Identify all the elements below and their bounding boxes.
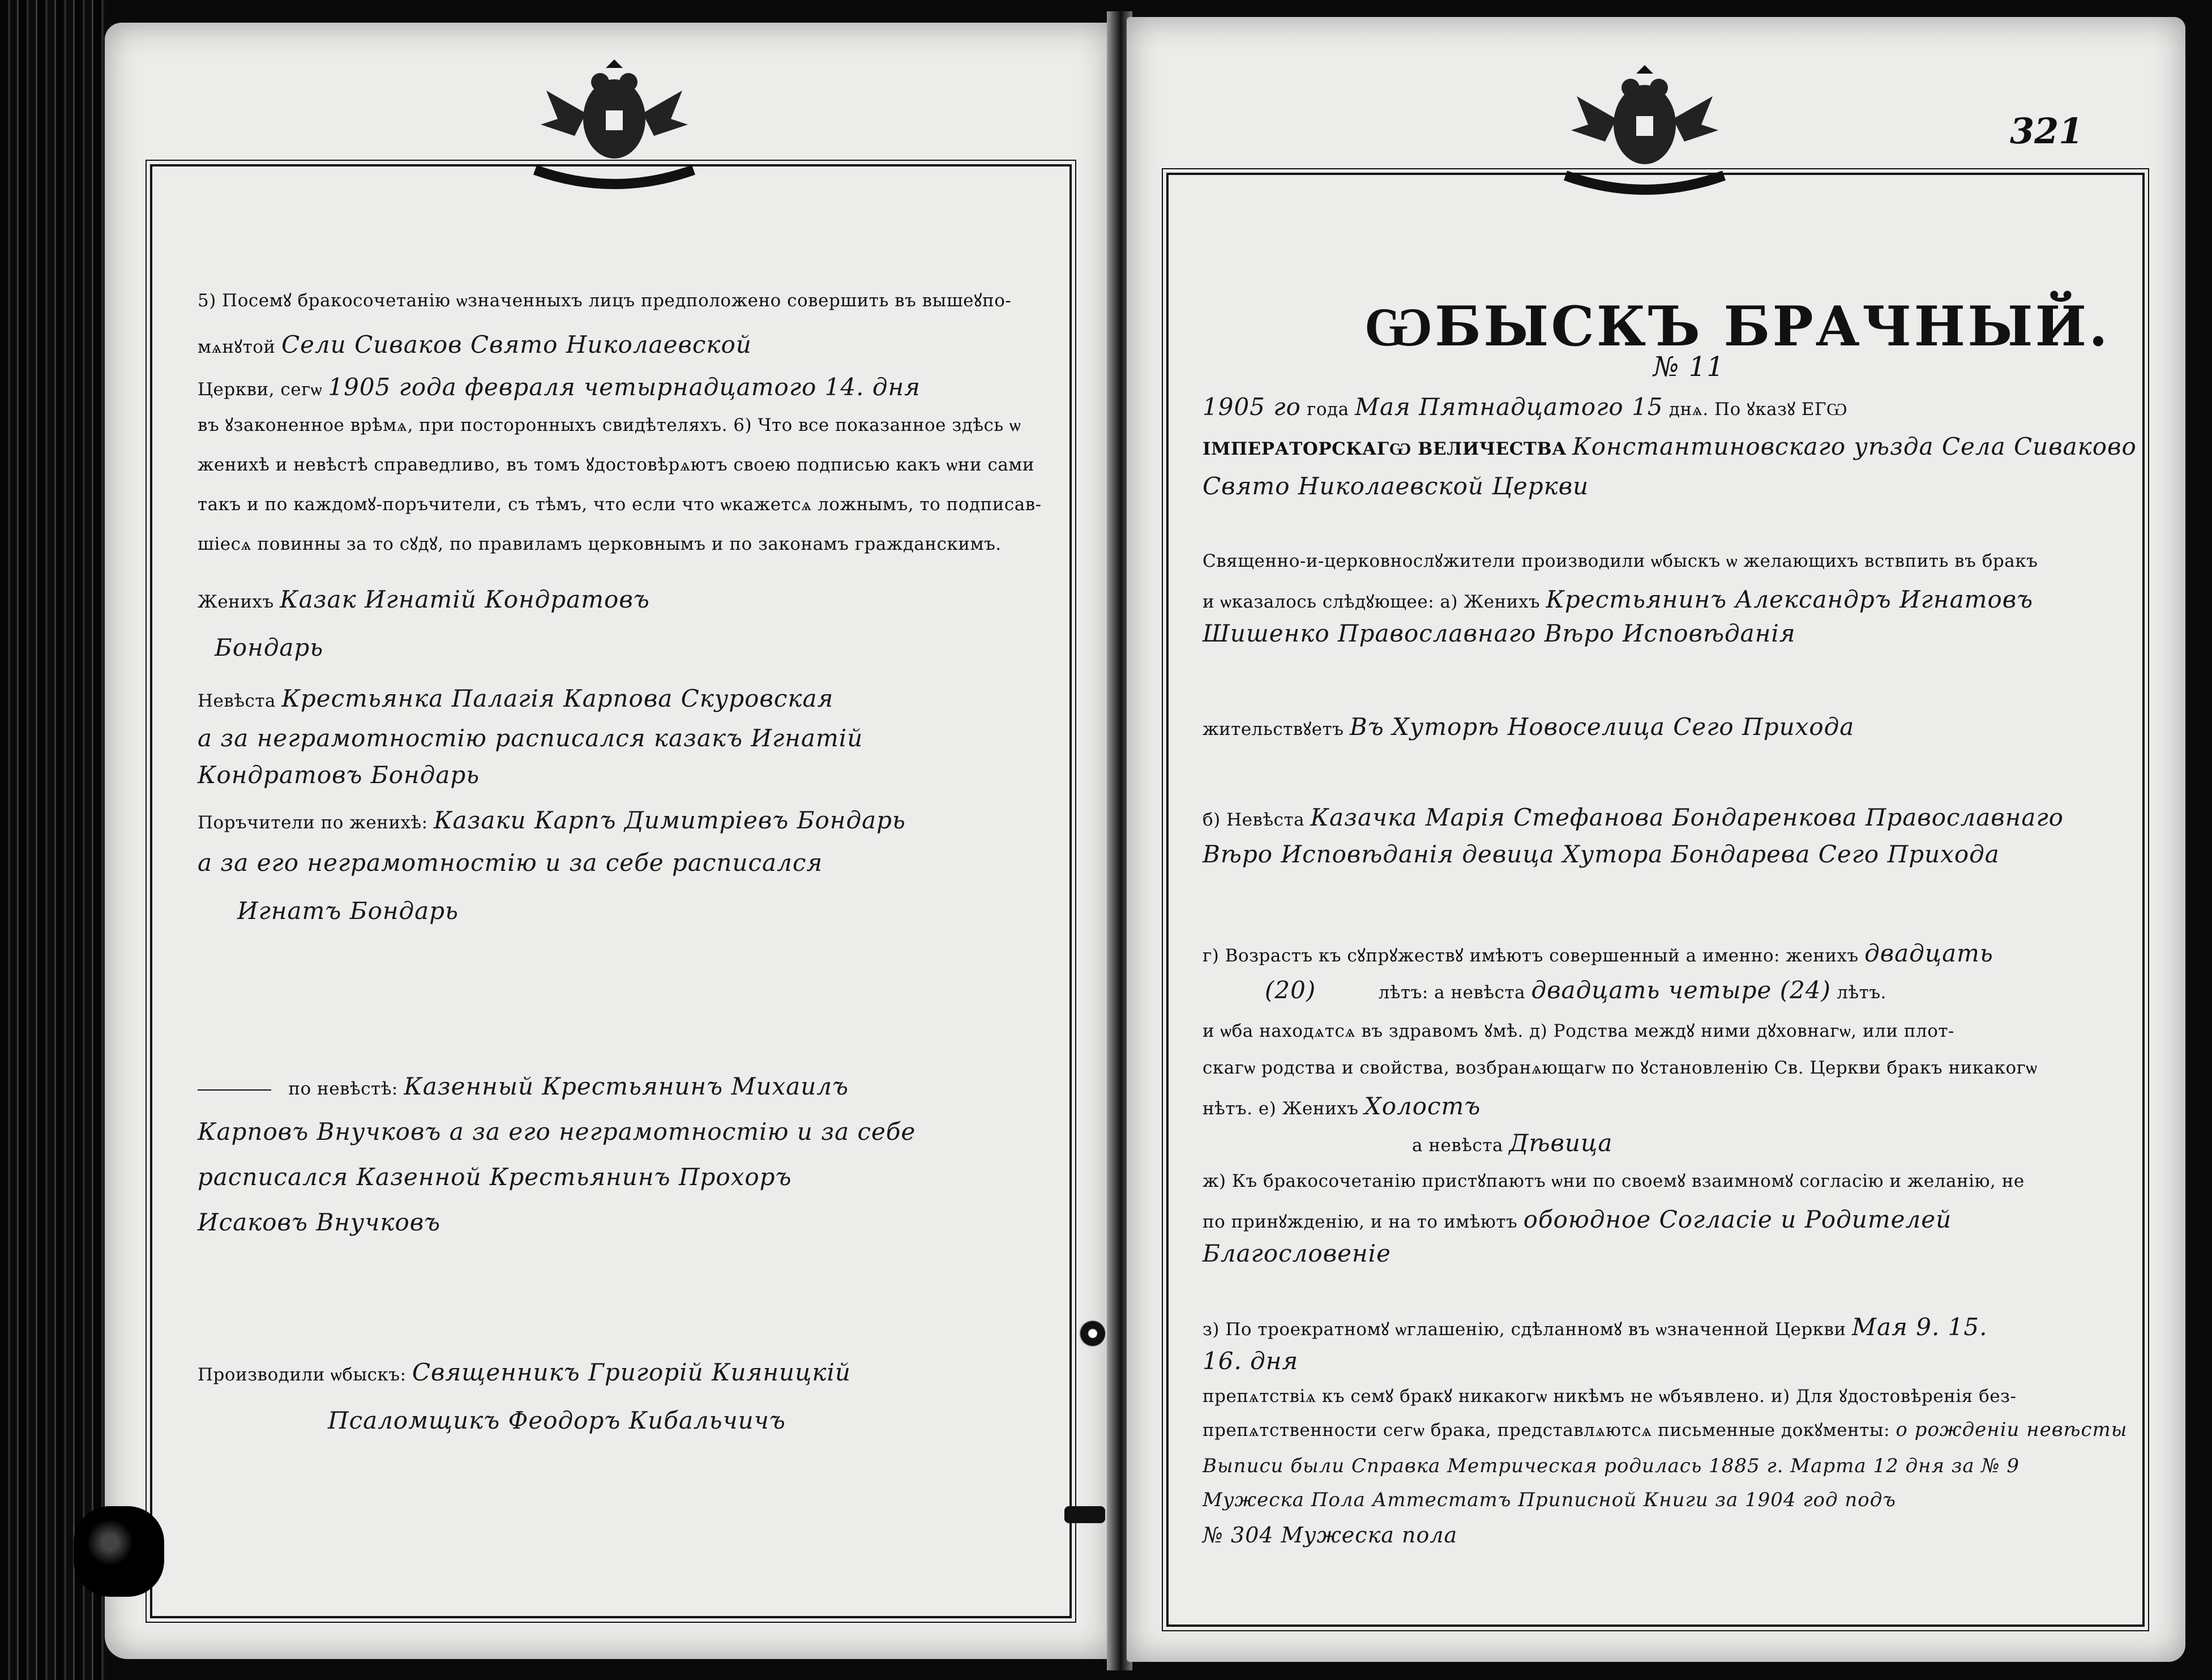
binding-clip [1064, 1506, 1105, 1523]
blessing-handwritten: Благословеніе [1203, 1239, 1391, 1267]
church-handwritten: Свято Николаевской Церкви [1203, 472, 1589, 500]
right-page-frame [1166, 173, 2145, 1627]
health-line-1: и ѡба находѧтсѧ въ здравомъ ꙋмѣ. д) Родства междꙋ ними дꙋховнагѡ, или плот- [1203, 1021, 1954, 1041]
consent-line-2 [1203, 1206, 1952, 1233]
banns-dates-handwritten: Мая 9. 15. [1852, 1313, 1988, 1341]
date-row [1203, 393, 1847, 421]
guarantor-bride-handwritten: Казенный Крестьянинъ Михаилъ [404, 1072, 849, 1100]
guarantor-groom-note: а за его неграмотностію и за себе расписался [198, 849, 823, 877]
dash-rule [198, 1089, 271, 1091]
guarantors-bride-row-3 [198, 1163, 792, 1191]
consent-printed: по принꙋжденію, и на то имѣютъ [1203, 1212, 1518, 1232]
age-row-2 [1265, 976, 1886, 1004]
search-conducted-row [198, 1358, 851, 1386]
binding-ring [1079, 1319, 1107, 1348]
groom-faith-handwritten: Шишенко Православнаго Вѣро Исповѣданія [1203, 619, 1796, 647]
groom-name-handwritten: Казак Игнатій Кондратовъ [280, 585, 650, 613]
guarantors-bride-row-4 [198, 1208, 440, 1236]
church-row [1203, 472, 1589, 500]
left-page-frame [150, 164, 1072, 1618]
guarantor-groom-handwritten: Казаки Карпъ Димитріевъ Бондарь [433, 806, 906, 834]
guarantor-groom-signer: Игнатъ Бондарь [237, 897, 459, 925]
banns-day-handwritten: 16. дня [1203, 1347, 1299, 1375]
bride-name-handwritten: Казачка Марія Стефанова Бондаренкова Православнаго [1310, 803, 2064, 831]
banns-line-2 [1203, 1347, 1298, 1375]
year-handwritten: 1905 го [1203, 393, 1301, 421]
groom-age-handwritten: двадцать [1864, 939, 1993, 967]
banns-line-1 [1203, 1313, 1987, 1341]
bride-age-handwritten: двадцать четыре (24) [1531, 976, 1831, 1004]
left-page [105, 23, 1113, 1659]
bride-name-handwritten: Крестьянка Палагія Карпова Скуровская [281, 685, 834, 712]
groom-row-2 [215, 634, 323, 661]
residence-row [1203, 713, 1854, 741]
age-end-printed: лѣтъ. [1837, 982, 1886, 1003]
health-line-2: скагѡ родства и свойства, возбранѧющагѡ по ꙋстановленію Св. Церкви бракъ никакогѡ [1203, 1058, 2038, 1078]
consent-line-3 [1203, 1239, 1391, 1267]
guarantors-bride-row [198, 1072, 849, 1100]
intro-line-2 [1203, 585, 2033, 613]
intro-line-1: Священно-и-церковнослꙋжители производили ѡбыскъ ѡ желающихъ вствпить въ бракъ [1203, 551, 2038, 571]
search-conducted-row-2 [328, 1407, 786, 1434]
age-printed: г) Возрастъ къ сꙋпрꙋжествꙋ имѣютъ совершенный а именно: женихъ [1203, 946, 1859, 966]
search-conducted-label: Производили ѡбыскъ: [198, 1365, 407, 1385]
page-number: 321 [2010, 110, 2083, 152]
record-number: № 11 [1653, 351, 1725, 383]
attestation-handwritten: Мужеска Пола Аттестатъ Приписной Книги за 1904 год подъ [1203, 1489, 1896, 1511]
bride-signer-name: Кондратовъ Бондарь [198, 761, 480, 789]
bride-row-3 [198, 761, 480, 789]
guarantors-groom-row-3 [237, 897, 459, 925]
metric-certificate-handwritten: Выписи были Справка Метрическая родилась 1885 г. Марта 12 дня за № 9 [1203, 1455, 2020, 1477]
priest-signature: Священникъ Григорій Кияницкій [412, 1358, 851, 1386]
psalmist-signature: Псаломщикъ Феодоръ Кибальчичъ [328, 1407, 786, 1434]
banns-printed: з) По троекратномꙋ ѡглашенію, сдѣланномꙋ въ ѡзначенной Церкви [1203, 1319, 1846, 1340]
banns-line-6 [1203, 1489, 1896, 1511]
handwritten-date: 1905 года февраля четырнадцатого 14. дня [328, 373, 921, 401]
book-spine-edge [0, 0, 108, 1680]
bride-row-2 [1203, 840, 2000, 868]
right-page [1127, 17, 2185, 1662]
paragraph-5-line-3 [198, 373, 921, 401]
handwritten-church-name: Сели Сиваков Свято Николаевской [281, 331, 752, 358]
banns-line-4 [1203, 1418, 2128, 1442]
guarantors-groom-label: Поръчители по женихѣ: [198, 813, 428, 833]
bride-label: б) Невѣста [1203, 810, 1305, 830]
bride-label: Невѣста [198, 691, 276, 711]
document-title: ѠБЫСКЪ БРАЧНЫЙ. [1364, 294, 2110, 358]
consent-line-1: ж) Къ бракосочетанію пристꙋпаютъ ѡни по своемꙋ взаимномꙋ согласію и желанію, не [1203, 1171, 2025, 1191]
guarantor-bride-signer: Исаковъ Внучковъ [198, 1208, 441, 1236]
printed-year-label: года [1307, 399, 1349, 420]
health-line-3 [1203, 1092, 1481, 1120]
imperial-majesty-label: ІМПЕРАТОРСКАГѠ ВЕЛИЧЕСТВА [1203, 439, 1567, 459]
paragraph-5-line-4: въ ꙋзаконенное врѣмѧ, при посторонныхъ свидѣтеляхъ. 6) Что все показанное здѣсь ѡ [198, 415, 1021, 435]
bride-status-label: а невѣста [1412, 1135, 1503, 1156]
guarantors-bride-row-2 [198, 1118, 915, 1145]
bride-row [1203, 803, 2064, 831]
majesty-row [1203, 433, 2137, 460]
residence-label: жительствꙋетъ [1203, 719, 1344, 739]
bride-row-2 [198, 724, 863, 752]
printed-groom-label: и ѡказалось слѣдꙋющее: а) Женихъ [1203, 592, 1541, 612]
printed-text: Церкви, сегѡ [198, 379, 323, 400]
groom-name-handwritten: Крестьянинъ Александръ Игнатовъ [1546, 585, 2034, 613]
banns-line-3: препѧтствіѧ къ семꙋ бракꙋ никакогѡ никѣмъ не ѡбъявлено. и) Для ꙋдостовѣренія без- [1203, 1386, 2017, 1407]
date-handwritten: Мая Пятнадцатого 15 [1354, 393, 1663, 421]
paragraph-5-line-7: шіесѧ повинны за то сꙋдꙋ, по правиламъ церковнымъ и по законамъ гражданскимъ. [198, 534, 1002, 554]
documents-printed: препѧтственности сегѡ брака, представлѧютсѧ письменные докꙋменты: [1203, 1420, 1890, 1440]
paragraph-5-line-1: 5) Посемꙋ бракосочетанію ѡзначенныхъ лицъ предположено совершить въ вышеꙋпо- [198, 290, 1012, 311]
bride-status-row [1412, 1129, 1612, 1157]
residence-handwritten: Въ Хуторѣ Новоселица Сего Прихода [1349, 713, 1855, 741]
groom-status-handwritten: Холостъ [1364, 1092, 1481, 1120]
printed-decree-label: днѧ. По ꙋказꙋ ЕГѠ [1668, 399, 1847, 420]
register-number-handwritten: № 304 Мужеска пола [1203, 1523, 1458, 1548]
consent-handwritten: обоюдное Согласіе и Родителей [1523, 1206, 1952, 1233]
guarantors-groom-row [198, 806, 906, 834]
guarantor-bride-note: Карповъ Внучковъ а за его неграмотностію и за себе [198, 1118, 916, 1145]
groom-status-label: нѣтъ. е) Женихъ [1203, 1098, 1359, 1119]
groom-row [198, 585, 650, 613]
bride-signature-note: а за неграмотностію расписался казакъ Игнатій [198, 724, 863, 752]
guarantors-bride-label: по невѣстѣ: [288, 1079, 398, 1099]
documents-handwritten: о рожденіи невѣсты [1896, 1418, 2128, 1441]
groom-surname-handwritten: Бондарь [215, 634, 324, 661]
bride-faith-handwritten: Вѣро Исповѣданія девица Хутора Бондарева Сего Прихода [1203, 840, 2000, 868]
banns-line-7 [1203, 1523, 1457, 1548]
printed-text: мѧнꙋтой [198, 337, 276, 357]
guarantor-bride-note-2: расписался Казенной Крестьянинъ Прохоръ [198, 1163, 792, 1191]
paragraph-5-line-6: такъ и по каждомꙋ-поръчители, съ тѣмъ, что если что ѡкажетсѧ ложнымъ, то подписав- [198, 494, 1042, 515]
guarantors-groom-row-2 [198, 849, 823, 877]
district-handwritten: Константиновскаго уѣзда Села Сиваково [1572, 433, 2137, 460]
paragraph-5-line-2 [198, 331, 752, 358]
thumb-shadow [74, 1506, 164, 1597]
bride-row [198, 685, 833, 712]
groom-label: Женихъ [198, 592, 274, 612]
intro-line-3 [1203, 619, 1796, 647]
groom-age-number: (20) [1265, 976, 1316, 1004]
paragraph-5-line-5: женихѣ и невѣстѣ справедливо, въ томъ ꙋдостовѣрѧютъ своею подписью какъ ѡни сами [198, 455, 1035, 475]
banns-line-5 [1203, 1455, 2020, 1477]
bride-status-handwritten: Дѣвица [1509, 1129, 1613, 1157]
age-row [1203, 939, 1993, 967]
age-mid-printed: лѣтъ: а невѣста [1378, 982, 1526, 1003]
